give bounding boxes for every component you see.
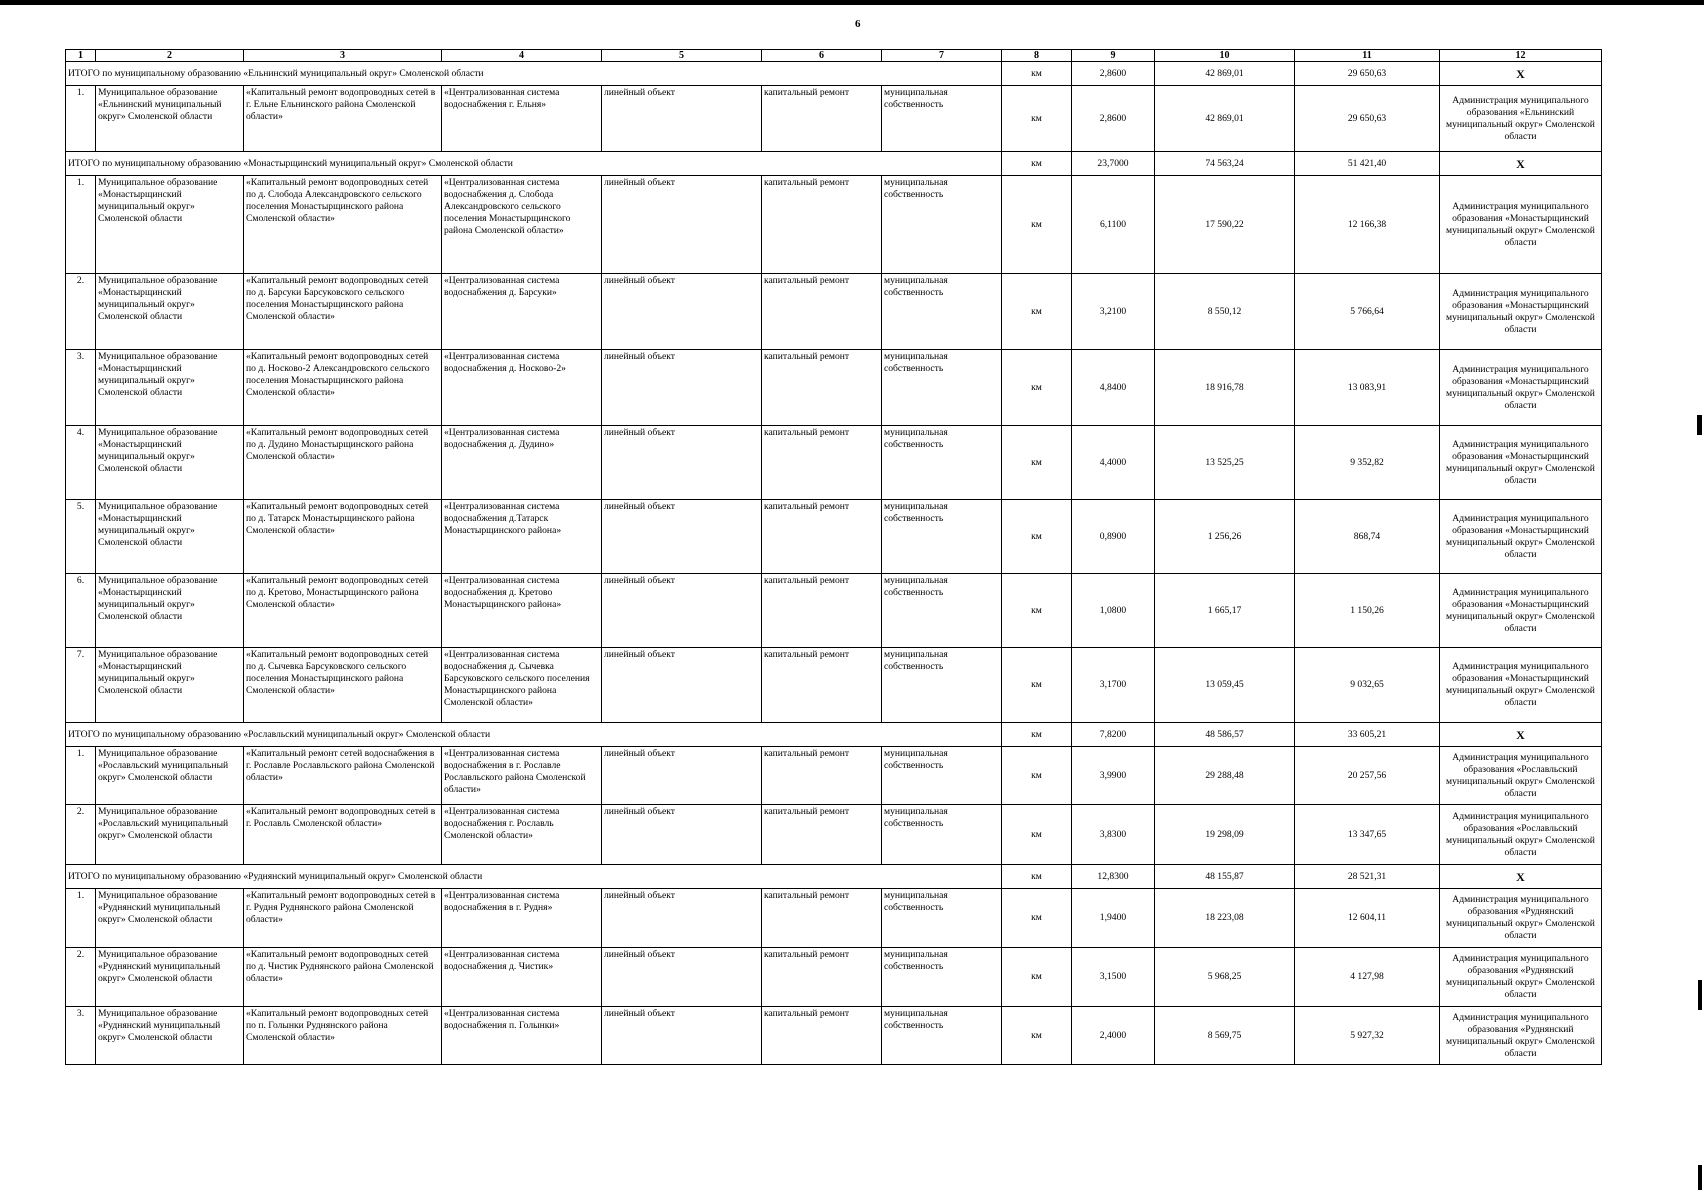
group-total-row — [66, 62, 1602, 86]
group-length: 7,8200 — [1072, 723, 1155, 747]
municipality-cell: Муниципальное образование «Руднянский муниципальный округ» Смоленской области — [96, 948, 244, 1007]
municipality-cell: Муниципальное образование «Монастырщинский муниципальный округ» Смоленской области — [96, 574, 244, 648]
row-number: 2. — [66, 805, 96, 865]
work-description-cell: «Капитальный ремонт водопроводных сетей в г. Ельне Ельнинского района Смоленской области» — [244, 86, 442, 152]
object-row — [66, 1007, 1602, 1065]
water-system-cell: «Централизованная система водоснабжения д. Слобода Александровского сельского поселения Монастырщинского района Смоленской области» — [442, 176, 602, 274]
object-type-cell: линейный объект — [602, 889, 762, 948]
total-cost-cell: 18 916,78 — [1155, 350, 1295, 426]
object-row — [66, 648, 1602, 723]
length-cell: 1,0800 — [1072, 574, 1155, 648]
work-kind-cell: капитальный ремонт — [762, 176, 882, 274]
work-description-cell: «Капитальный ремонт водопроводных сетей по д. Дудино Монастырщинского района Смоленской области» — [244, 426, 442, 500]
group-total-cost: 48 155,87 — [1155, 865, 1295, 889]
group-unit: км — [1002, 723, 1072, 747]
length-cell: 1,9400 — [1072, 889, 1155, 948]
water-system-cell: «Централизованная система водоснабжения д. Дудино» — [442, 426, 602, 500]
object-type-cell: линейный объект — [602, 274, 762, 350]
group-total-row — [66, 152, 1602, 176]
col-header: 2 — [96, 50, 244, 62]
object-row — [66, 805, 1602, 865]
col-header: 5 — [602, 50, 762, 62]
group-total-cost: 74 563,24 — [1155, 152, 1295, 176]
object-row — [66, 274, 1602, 350]
ownership-cell: муниципальная собственность — [882, 648, 1002, 723]
total-cost-cell: 8 569,75 — [1155, 1007, 1295, 1065]
unit-cell: км — [1002, 648, 1072, 723]
object-type-cell: линейный объект — [602, 500, 762, 574]
administration-cell: Администрация муниципального образования «Монастырщинский муниципальный округ» Смоленской области — [1440, 426, 1602, 500]
group-total-title: ИТОГО по муниципальному образованию «Монастырщинский муниципальный округ» Смоленской области — [66, 152, 1002, 176]
ownership-cell: муниципальная собственность — [882, 1007, 1002, 1065]
row-number: 3. — [66, 350, 96, 426]
unit-cell: км — [1002, 1007, 1072, 1065]
object-type-cell: линейный объект — [602, 648, 762, 723]
object-row — [66, 500, 1602, 574]
group-budget-cost: 28 521,31 — [1295, 865, 1440, 889]
row-number: 7. — [66, 648, 96, 723]
work-kind-cell: капитальный ремонт — [762, 500, 882, 574]
total-cost-cell: 5 968,25 — [1155, 948, 1295, 1007]
water-system-cell: «Централизованная система водоснабжения г. Ельня» — [442, 86, 602, 152]
length-cell: 3,9900 — [1072, 747, 1155, 805]
group-budget-cost: 29 650,63 — [1295, 62, 1440, 86]
col-header: 11 — [1295, 50, 1440, 62]
col-header: 6 — [762, 50, 882, 62]
ownership-cell: муниципальная собственность — [882, 889, 1002, 948]
ownership-cell: муниципальная собственность — [882, 86, 1002, 152]
length-cell: 3,1500 — [1072, 948, 1155, 1007]
group-mark: X — [1440, 865, 1602, 889]
total-cost-cell: 19 298,09 — [1155, 805, 1295, 865]
object-type-cell: линейный объект — [602, 350, 762, 426]
administration-cell: Администрация муниципального образования «Рославльский муниципальный округ» Смоленской области — [1440, 805, 1602, 865]
group-mark: X — [1440, 723, 1602, 747]
register-table — [65, 49, 1602, 1065]
total-cost-cell: 1 256,26 — [1155, 500, 1295, 574]
budget-cost-cell: 12 604,11 — [1295, 889, 1440, 948]
work-description-cell: «Капитальный ремонт водопроводных сетей в г. Рославль Смоленской области» — [244, 805, 442, 865]
unit-cell: км — [1002, 86, 1072, 152]
group-total-cost: 48 586,57 — [1155, 723, 1295, 747]
object-type-cell: линейный объект — [602, 176, 762, 274]
work-description-cell: «Капитальный ремонт сетей водоснабжения в г. Рославле Рославльского района Смоленской области» — [244, 747, 442, 805]
total-cost-cell: 42 869,01 — [1155, 86, 1295, 152]
object-type-cell: линейный объект — [602, 747, 762, 805]
length-cell: 3,8300 — [1072, 805, 1155, 865]
length-cell: 0,8900 — [1072, 500, 1155, 574]
group-budget-cost: 51 421,40 — [1295, 152, 1440, 176]
unit-cell: км — [1002, 574, 1072, 648]
budget-cost-cell: 5 927,32 — [1295, 1007, 1440, 1065]
col-header: 10 — [1155, 50, 1295, 62]
column-number-row — [66, 50, 1602, 62]
page-number: 6 — [855, 18, 861, 30]
budget-cost-cell: 9 352,82 — [1295, 426, 1440, 500]
work-kind-cell: капитальный ремонт — [762, 574, 882, 648]
object-type-cell: линейный объект — [602, 574, 762, 648]
water-system-cell: «Централизованная система водоснабжения д.Татарск Монастырщинского района» — [442, 500, 602, 574]
table-body — [66, 50, 1602, 1065]
col-header: 8 — [1002, 50, 1072, 62]
work-kind-cell: капитальный ремонт — [762, 889, 882, 948]
work-description-cell: «Капитальный ремонт водопроводных сетей по п. Голынки Руднянского района Смоленской области» — [244, 1007, 442, 1065]
municipality-cell: Муниципальное образование «Руднянский муниципальный округ» Смоленской области — [96, 889, 244, 948]
work-description-cell: «Капитальный ремонт водопроводных сетей по д. Кретово, Монастырщинского района Смоленской области» — [244, 574, 442, 648]
object-row — [66, 747, 1602, 805]
row-number: 1. — [66, 747, 96, 805]
row-number: 1. — [66, 889, 96, 948]
unit-cell: км — [1002, 889, 1072, 948]
object-type-cell: линейный объект — [602, 948, 762, 1007]
group-total-title: ИТОГО по муниципальному образованию «Ельнинский муниципальный округ» Смоленской области — [66, 62, 1002, 86]
row-number: 2. — [66, 948, 96, 1007]
length-cell: 4,8400 — [1072, 350, 1155, 426]
scan-edge-mark — [1697, 415, 1702, 435]
administration-cell: Администрация муниципального образования «Монастырщинский муниципальный округ» Смоленской области — [1440, 350, 1602, 426]
water-system-cell: «Централизованная система водоснабжения д. Сычевка Барсуковского сельского поселения Монастырщинского района Смоленской области» — [442, 648, 602, 723]
row-number: 4. — [66, 426, 96, 500]
budget-cost-cell: 868,74 — [1295, 500, 1440, 574]
unit-cell: км — [1002, 350, 1072, 426]
administration-cell: Администрация муниципального образования «Монастырщинский муниципальный округ» Смоленской области — [1440, 648, 1602, 723]
object-row — [66, 86, 1602, 152]
water-system-cell: «Централизованная система водоснабжения д. Носково-2» — [442, 350, 602, 426]
object-type-cell: линейный объект — [602, 805, 762, 865]
work-kind-cell: капитальный ремонт — [762, 1007, 882, 1065]
row-number: 2. — [66, 274, 96, 350]
group-budget-cost: 33 605,21 — [1295, 723, 1440, 747]
work-kind-cell: капитальный ремонт — [762, 350, 882, 426]
unit-cell: км — [1002, 747, 1072, 805]
work-description-cell: «Капитальный ремонт водопроводных сетей в г. Рудня Руднянского района Смоленской области» — [244, 889, 442, 948]
budget-cost-cell: 13 347,65 — [1295, 805, 1440, 865]
work-description-cell: «Капитальный ремонт водопроводных сетей по д. Чистик Руднянского района Смоленской области» — [244, 948, 442, 1007]
work-kind-cell: капитальный ремонт — [762, 948, 882, 1007]
object-row — [66, 426, 1602, 500]
total-cost-cell: 13 525,25 — [1155, 426, 1295, 500]
object-row — [66, 176, 1602, 274]
group-total-title: ИТОГО по муниципальному образованию «Рославльский муниципальный округ» Смоленской области — [66, 723, 1002, 747]
water-system-cell: «Централизованная система водоснабжения д. Барсуки» — [442, 274, 602, 350]
unit-cell: км — [1002, 176, 1072, 274]
row-number: 5. — [66, 500, 96, 574]
row-number: 1. — [66, 86, 96, 152]
budget-cost-cell: 4 127,98 — [1295, 948, 1440, 1007]
budget-cost-cell: 1 150,26 — [1295, 574, 1440, 648]
municipality-cell: Муниципальное образование «Монастырщинский муниципальный округ» Смоленской области — [96, 176, 244, 274]
work-kind-cell: капитальный ремонт — [762, 86, 882, 152]
length-cell: 6,1100 — [1072, 176, 1155, 274]
municipality-cell: Муниципальное образование «Монастырщинский муниципальный округ» Смоленской области — [96, 500, 244, 574]
length-cell: 2,4000 — [1072, 1007, 1155, 1065]
administration-cell: Администрация муниципального образования «Рославльский муниципальный округ» Смоленской области — [1440, 747, 1602, 805]
work-kind-cell: капитальный ремонт — [762, 648, 882, 723]
group-unit: км — [1002, 152, 1072, 176]
col-header: 9 — [1072, 50, 1155, 62]
water-system-cell: «Централизованная система водоснабжения в г. Рудня» — [442, 889, 602, 948]
administration-cell: Администрация муниципального образования «Руднянский муниципальный округ» Смоленской области — [1440, 1007, 1602, 1065]
water-system-cell: «Централизованная система водоснабжения в г. Рославле Рославльского района Смоленской области» — [442, 747, 602, 805]
administration-cell: Администрация муниципального образования «Руднянский муниципальный округ» Смоленской области — [1440, 889, 1602, 948]
work-description-cell: «Капитальный ремонт водопроводных сетей по д. Носково-2 Александровского сельского поселения Монастырщинского района Смоленской области» — [244, 350, 442, 426]
group-unit: км — [1002, 865, 1072, 889]
work-kind-cell: капитальный ремонт — [762, 805, 882, 865]
budget-cost-cell: 12 166,38 — [1295, 176, 1440, 274]
row-number: 3. — [66, 1007, 96, 1065]
municipality-cell: Муниципальное образование «Ельнинский муниципальный округ» Смоленской области — [96, 86, 244, 152]
group-length: 23,7000 — [1072, 152, 1155, 176]
group-mark: X — [1440, 152, 1602, 176]
work-description-cell: «Капитальный ремонт водопроводных сетей по д. Слобода Александровского сельского поселения Монастырщинского района Смоленской области» — [244, 176, 442, 274]
group-total-row — [66, 865, 1602, 889]
top-border-line — [0, 0, 1704, 5]
municipality-cell: Муниципальное образование «Монастырщинский муниципальный округ» Смоленской области — [96, 274, 244, 350]
object-row — [66, 948, 1602, 1007]
budget-cost-cell: 13 083,91 — [1295, 350, 1440, 426]
col-header: 3 — [244, 50, 442, 62]
municipality-cell: Муниципальное образование «Руднянский муниципальный округ» Смоленской области — [96, 1007, 244, 1065]
ownership-cell: муниципальная собственность — [882, 274, 1002, 350]
water-system-cell: «Централизованная система водоснабжения п. Голынки» — [442, 1007, 602, 1065]
group-total-title: ИТОГО по муниципальному образованию «Руднянский муниципальный округ» Смоленской области — [66, 865, 1002, 889]
ownership-cell: муниципальная собственность — [882, 948, 1002, 1007]
row-number: 6. — [66, 574, 96, 648]
length-cell: 3,1700 — [1072, 648, 1155, 723]
object-type-cell: линейный объект — [602, 86, 762, 152]
ownership-cell: муниципальная собственность — [882, 500, 1002, 574]
row-number: 1. — [66, 176, 96, 274]
total-cost-cell: 18 223,08 — [1155, 889, 1295, 948]
municipality-cell: Муниципальное образование «Рославльский муниципальный округ» Смоленской области — [96, 805, 244, 865]
water-system-cell: «Централизованная система водоснабжения д. Чистик» — [442, 948, 602, 1007]
work-kind-cell: капитальный ремонт — [762, 274, 882, 350]
work-description-cell: «Капитальный ремонт водопроводных сетей по д. Барсуки Барсуковского сельского поселения Монастырщинского района Смоленской области» — [244, 274, 442, 350]
group-mark: X — [1440, 62, 1602, 86]
municipality-cell: Муниципальное образование «Монастырщинский муниципальный округ» Смоленской области — [96, 350, 244, 426]
unit-cell: км — [1002, 500, 1072, 574]
administration-cell: Администрация муниципального образования «Руднянский муниципальный округ» Смоленской области — [1440, 948, 1602, 1007]
col-header: 1 — [66, 50, 96, 62]
scan-edge-mark — [1698, 980, 1702, 1010]
ownership-cell: муниципальная собственность — [882, 176, 1002, 274]
col-header: 12 — [1440, 50, 1602, 62]
group-unit: км — [1002, 62, 1072, 86]
object-type-cell: линейный объект — [602, 1007, 762, 1065]
unit-cell: км — [1002, 805, 1072, 865]
water-system-cell: «Централизованная система водоснабжения г. Рославль Смоленской области» — [442, 805, 602, 865]
ownership-cell: муниципальная собственность — [882, 350, 1002, 426]
unit-cell: км — [1002, 948, 1072, 1007]
administration-cell: Администрация муниципального образования «Монастырщинский муниципальный округ» Смоленской области — [1440, 176, 1602, 274]
work-kind-cell: капитальный ремонт — [762, 426, 882, 500]
budget-cost-cell: 20 257,56 — [1295, 747, 1440, 805]
group-total-cost: 42 869,01 — [1155, 62, 1295, 86]
object-row — [66, 889, 1602, 948]
ownership-cell: муниципальная собственность — [882, 574, 1002, 648]
administration-cell: Администрация муниципального образования «Монастырщинский муниципальный округ» Смоленской области — [1440, 500, 1602, 574]
group-length: 2,8600 — [1072, 62, 1155, 86]
water-system-cell: «Централизованная система водоснабжения д. Кретово Монастырщинского района» — [442, 574, 602, 648]
length-cell: 2,8600 — [1072, 86, 1155, 152]
administration-cell: Администрация муниципального образования «Ельнинский муниципальный округ» Смоленской области — [1440, 86, 1602, 152]
length-cell: 4,4000 — [1072, 426, 1155, 500]
administration-cell: Администрация муниципального образования «Монастырщинский муниципальный округ» Смоленской области — [1440, 274, 1602, 350]
budget-cost-cell: 29 650,63 — [1295, 86, 1440, 152]
object-row — [66, 350, 1602, 426]
administration-cell: Администрация муниципального образования «Монастырщинский муниципальный округ» Смоленской области — [1440, 574, 1602, 648]
municipality-cell: Муниципальное образование «Монастырщинский муниципальный округ» Смоленской области — [96, 426, 244, 500]
total-cost-cell: 29 288,48 — [1155, 747, 1295, 805]
municipality-cell: Муниципальное образование «Рославльский муниципальный округ» Смоленской области — [96, 747, 244, 805]
ownership-cell: муниципальная собственность — [882, 747, 1002, 805]
budget-cost-cell: 9 032,65 — [1295, 648, 1440, 723]
work-description-cell: «Капитальный ремонт водопроводных сетей по д. Сычевка Барсуковского сельского поселения Монастырщинского района Смоленской области» — [244, 648, 442, 723]
ownership-cell: муниципальная собственность — [882, 805, 1002, 865]
group-total-row — [66, 723, 1602, 747]
total-cost-cell: 17 590,22 — [1155, 176, 1295, 274]
work-description-cell: «Капитальный ремонт водопроводных сетей по д. Татарск Монастырщинского района Смоленской области» — [244, 500, 442, 574]
scan-edge-mark — [1698, 1165, 1702, 1190]
ownership-cell: муниципальная собственность — [882, 426, 1002, 500]
unit-cell: км — [1002, 274, 1072, 350]
col-header: 7 — [882, 50, 1002, 62]
object-row — [66, 574, 1602, 648]
municipality-cell: Муниципальное образование «Монастырщинский муниципальный округ» Смоленской области — [96, 648, 244, 723]
length-cell: 3,2100 — [1072, 274, 1155, 350]
col-header: 4 — [442, 50, 602, 62]
total-cost-cell: 1 665,17 — [1155, 574, 1295, 648]
budget-cost-cell: 5 766,64 — [1295, 274, 1440, 350]
total-cost-cell: 8 550,12 — [1155, 274, 1295, 350]
total-cost-cell: 13 059,45 — [1155, 648, 1295, 723]
unit-cell: км — [1002, 426, 1072, 500]
object-type-cell: линейный объект — [602, 426, 762, 500]
work-kind-cell: капитальный ремонт — [762, 747, 882, 805]
group-length: 12,8300 — [1072, 865, 1155, 889]
